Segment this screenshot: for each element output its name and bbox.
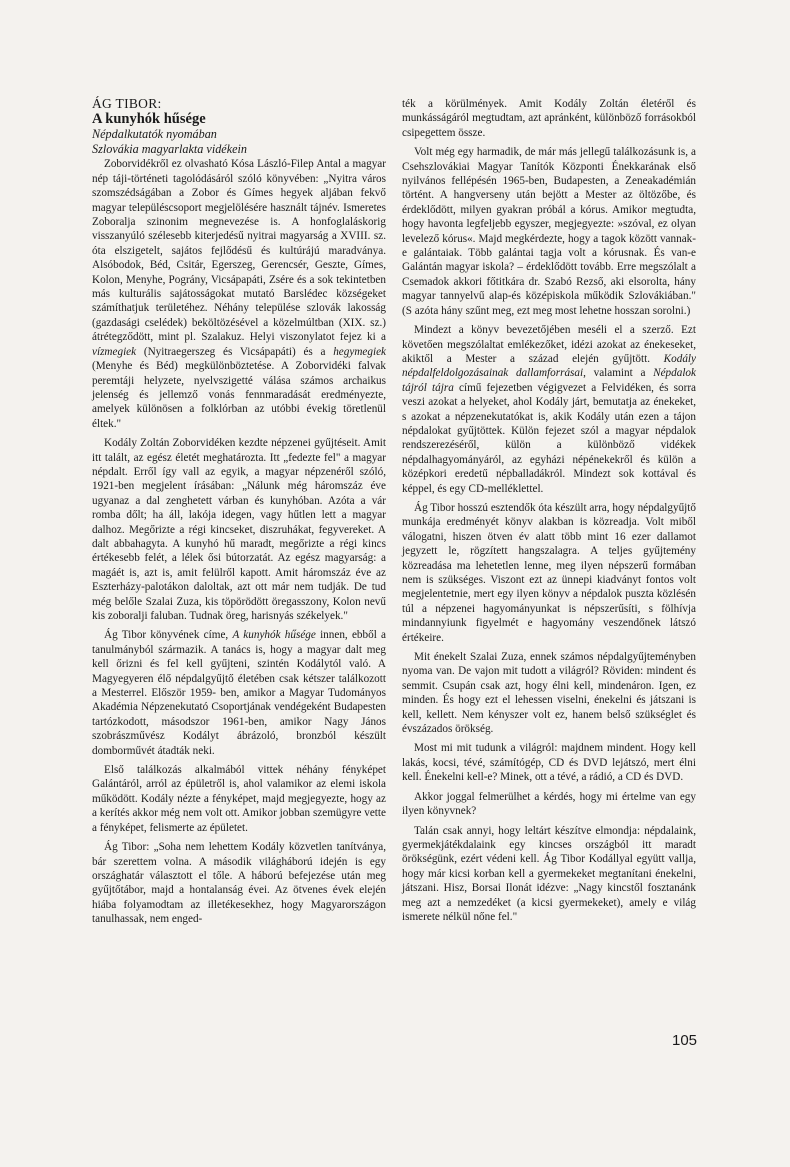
paragraph: Akkor joggal felmerülhet a kérdés, hogy mi értelme van egy ilyen könyvnek? — [402, 790, 696, 818]
page-number: 105 — [672, 1032, 698, 1049]
paragraph: Mit énekelt Szalai Zuza, ennek számos népdalgyűjteményben nyoma van. De vajon mit tudott a világról? Röviden: mindent és semmit. Csupán csak azt, hogy élni kell, mindenáron. Igen, ez minden. És hogy ezt el lehessen viselni, énekelni és játszani is kell, kellett. Nem kényszer volt ez, hanem belső szükséglet és évszázados örökség. — [402, 651, 696, 736]
text-run: innen, ebből a tanulmányból származik. A tanács is, hogy a magyar dalt meg kell őrizni és fel kell gyűjteni, szintén Kodálytól való. A Magyegyeren élő népdalgyűjtő életében csak kétszer találkozott a Mesterrel. Először 1959- ben, amikor a Magyar Tudományos Akadémia Népzenekutató Csoportjának vendégeként Budapesten tartózkodott, másodszor 1961-ben, amikor Nagy János szobrászművész Kodályt ábrázoló, bronzból készült domborművét átadták neki. — [92, 629, 386, 757]
paragraph — [402, 323, 696, 496]
italic-text: A kunyhók hűsége — [232, 629, 316, 642]
paragraph — [92, 628, 386, 758]
text-run: Ág Tibor könyvének címe, — [104, 629, 233, 642]
article-subtitle-2: Szlovákia magyarlakta vidékein — [92, 142, 248, 157]
paragraph: Ág Tibor hosszú esztendők óta készült arra, hogy népdalgyűjtő munkája eredményét könyv alakban is közreadja. Volt miből válogatni, hiszen ötven év alatt több mint 16 ezer dallamot jegyzett le, rögzített hangszalagra. A teljes gyűjtemény közreadása ma lehetetlen lenne, meg ilyen népszerű formában nem is szükséges. Viszont ezt az ünnepi kiadványt fontos volt megjelentetnie, mert egy ilyen könyv a népdalok puszta közlésén túl a népzenei hagyományunkat is népszerűsíti, s fölhívja mindannyiunk figyelmét e hagyomány veszendőnek látszó értékeire. — [402, 501, 696, 644]
right-column — [402, 97, 696, 924]
text-run: (Nyitraegerszeg és Vicsápapáti) és a — [136, 345, 334, 358]
paragraph: Első találkozás alkalmából vittek néhány fényképet Galántáról, arról az épületről is, ahol valamikor az elemi iskola működött. Kodály nézte a fényképet, majd megjegyezte, hogy az a kerítés akkor még nem volt ott. Amikor jobban szemügyre vette a fényképet, felismerte az épületet. — [92, 764, 386, 834]
italic-text: Kodály népdalfeldolgozásainak dallamforrásai — [402, 352, 696, 380]
text-run: (Menyhe és Béd) megkülönböztetése. A Zoborvidéki falvak peremtáji helyzete, nyelvszigetté válása számos archaikus jelenség és jellemző vonás fennmaradását eredményezte, amelyek különösen a folklórban az utóbbi évekig töretlenül éltek." — [92, 360, 386, 430]
article-subtitle: Népdalkutatók nyomában — [92, 127, 217, 142]
paragraph: ték a körülmények. Amit Kodály Zoltán életéről és munkásságáról megtudtam, azt apránként, különböző forrásokból csipegettem össze. — [402, 98, 696, 139]
paragraph: Most mi mit tudunk a világról: majdnem mindent. Hogy kell lakás, kocsi, tévé, számítógép, CD és DVD lejátszó, mert élni kell. Énekelni kell-e? Minek, ott a tévé, a rádió, a CD és DVD. — [402, 742, 696, 784]
paragraph — [92, 157, 386, 431]
paragraph: Volt még egy harmadik, de már más jellegű találkozásunk is, a Csehszlovákiai Magyar Tanítók Központi Énekkarának első nyilvános fellépésén 1965-ben, Budapesten, a Zeneakadémián történt. A hangverseny után bejött a Mester az öltözőbe, és érdeklődött, milyen gyakran próbál a kórus. Amikor megtudta, hogy havonta legfeljebb egyszer, megjegyezte: »szóval, ez olyan levelező kórus«. Majd megkérdezte, hogy a tagok között vannak-e galántaiak. Több galántai tagja volt a kórusnak. És van-e Galántán magyar iskola? – érdeklődött tovább. Erre megszólalt a Csemadok akkori főtitkára dr. Szabó Rezső, aki elsorolta, hány magyar tannyelvű alap-és középiskola működik Szlovákiában." (S azóta hány szűnt meg, ezt meg most lehetne hosszan sorolni.) — [402, 146, 696, 317]
paragraph: Kodály Zoltán Zoborvidéken kezdte népzenei gyűjtéseit. Amit itt talált, az egész életét meghatározta. Itt „fedezte fel" a magyar népdalt. Erről így vall az egyik, a magyar népzenéről szóló, 1921-ben megjelent írásában: „Nálunk még háromszáz éve ugyanaz a dal zenghetett várban és kunyhóban. Azóta a vár romba dőlt; ha áll, lakója idegen, vagy hűtlen lett a magyar dalhoz. Megőrizte a régi kincseket, diszruhákat, fegyvereket. A dalt abbahagyta. A kunyhó hű maradt, megőrizte a régi kincs értékesebb felét, a lélek ősi bútorzatát. Az egész magyarság: a magáét is, azt is, amit felülről kapott. Amit háromszáz éve az Eszterházy-palotákon daloltak, azt ott már nem tudják. De tud még belőle Szalai Zuza, kis töpörödött öregasszony, Kolon nevű kis zoboralji faluban. Tudnak öreg, harisnyás székelyek." — [92, 437, 386, 622]
article-title: A kunyhók hűsége — [92, 111, 206, 128]
left-column — [92, 97, 386, 927]
text-run: Zoborvidékről ez olvasható Kósa László-Filep Antal a magyar nép táji-történeti tagolódásáról szóló könyvében: „Nyitra város szomszédságában a Zobor és Gímes hegyek aljában fekvő magyar településcsoport megjelölésére használt tájnév. Ismeretes Zoboralja szinonim megnevezése is. A honfoglaláskorig visszanyúló szélesebb kiterjedésű nyitrai magyarság a XVIII. sz. óta elszigetelt, sajátos fejlődésű és kultúrájú maradványa. Alsóbodok, Béd, Csitár, Egerszeg, Gerencsér, Geszte, Gímes, Kolon, Menyhe, Pográny, Vicsápapáti, Zsére és a sok tekintetben más kulturális sajátosságokat mutató Barslédec községeket számíthatjuk területéhez. Néhány települése szlovák lakosság (gazdasági cselédek) beköltözésével a közelmúltban (XIX. sz.) átrétegződött, mint pl. Szalakuz. Helyi viszonylatot fejez ki a — [92, 158, 386, 344]
paragraph: Talán csak annyi, hogy leltárt készítve elmondja: népdalaink, gyermekjátékdalaink egy kincses országból itt maradt örökségünk, ezért védeni kell. Ág Tibor Kodállyal együtt vallja, hogy már kicsi korban kell a gyermekeket megtanítani énekelni, játszani. Hisz, Borsai Ilonát idézve: „Nagy kincstől fosztanánk meg azt a nemzedéket (a kicsi gyermekeket), amely e világ ismerete nélkül nőne fel." — [402, 824, 696, 923]
italic-text: vízmegiek — [92, 345, 137, 358]
paragraph: Ág Tibor: „Soha nem lehettem Kodály közvetlen tanítványa, bár szerettem volna. A második világháború idején is egy országhatár választott el tőle. A háború befejezése után meg gyűjtőtábor, majd a hontalanság évei. Az ötvenes évek elején hiába folyamodtam az illetékesekhez, hogy Magyarországon tanulhassak, nem enged- — [92, 841, 386, 926]
italic-text: hegymegiek — [333, 345, 386, 358]
italic-text: Népdalok tájról tájra — [402, 367, 696, 394]
text-run: Mindezt a könyv bevezetőjében meséli el a szerző. Ezt követően megszólaltat emlékezőket, idézi azokat az énekeseket, akiktől a Mester a század elején gyűjtött. — [402, 324, 696, 365]
text-run: , valamint a — [583, 367, 654, 380]
text-run: című fejezetben végigvezet a Felvidéken, és sorra veszi azokat a helyeket, ahol Kodály járt, bemutatja az énekeket, s azokat a népzenekutatókat is, akik Kodály után ezen a tájon népdalokat gyűjtöttek. Külön fejezet szól a magyar népdalok rendszerezéséről, külön a különböző vidékek népdalhagyományáról, az egyházi népénekekről és külön a középkori eredetű népballadákról. Mindezt sok kottával és képpel, és egy CD-melléklettel. — [402, 381, 697, 495]
article-author: ÁG TIBOR: — [92, 96, 162, 111]
